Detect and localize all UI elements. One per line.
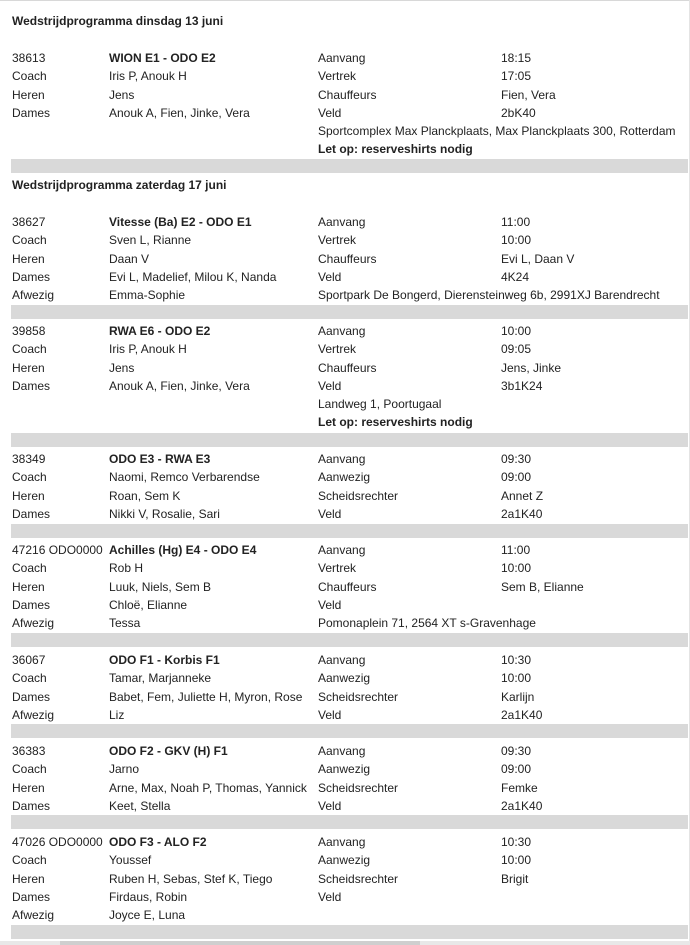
separator <box>11 524 688 538</box>
role-names: Babet, Fem, Juliette H, Myron, Rose <box>109 689 303 704</box>
role-label: Coach <box>12 762 47 777</box>
info-label: Veld <box>318 269 342 284</box>
role-label: Heren <box>12 780 45 795</box>
match-row <box>0 322 690 340</box>
role-names: Daan V <box>109 251 150 266</box>
info-value: Jens, Jinke <box>501 360 562 375</box>
role-label: Coach <box>12 342 47 357</box>
separator <box>11 159 688 173</box>
info-value: 11:00 <box>501 543 531 557</box>
info-value: 2bK40 <box>501 105 536 120</box>
role-label: Dames <box>12 597 51 612</box>
info-label: Aanvang <box>318 324 366 338</box>
info-label: Chauffeurs <box>318 579 377 594</box>
match-38613 <box>0 49 690 159</box>
role-label: Dames <box>12 689 51 704</box>
separator <box>11 724 688 738</box>
info-value: 10:00 <box>501 671 532 686</box>
match-row <box>0 833 690 851</box>
match-row <box>0 104 690 122</box>
match-row <box>0 86 690 104</box>
match-row <box>0 359 690 377</box>
match-row <box>0 505 690 523</box>
match-row <box>0 760 690 778</box>
match-note: Let op: reserveshirts nodig <box>318 142 473 157</box>
match-title: ODO F3 - ALO F2 <box>109 835 207 849</box>
match-row <box>0 450 690 468</box>
info-label: Chauffeurs <box>318 251 377 266</box>
match-location: Pomonaplein 71, 2564 XT s-Gravenhage <box>318 616 536 631</box>
info-label: Veld <box>318 378 342 393</box>
match-row <box>0 578 690 596</box>
role-label: Dames <box>12 506 51 521</box>
role-names: Nikki V, Rosalie, Sari <box>109 506 220 521</box>
match-id: 38627 <box>12 215 46 229</box>
info-label: Scheidsrechter <box>318 488 399 503</box>
match-36067 <box>0 651 690 724</box>
role-label: Afwezig <box>12 616 55 631</box>
role-names: Anouk A, Fien, Jinke, Vera <box>109 105 250 120</box>
info-label: Veld <box>318 889 342 904</box>
info-value: Sem B, Elianne <box>501 579 584 594</box>
info-value: 2a1K40 <box>501 707 543 722</box>
role-label: Heren <box>12 87 45 102</box>
role-names: Iris P, Anouk H <box>109 342 187 357</box>
role-label: Dames <box>12 798 51 813</box>
role-names: Joyce E, Luna <box>109 908 186 923</box>
role-label: Heren <box>12 488 45 503</box>
role-label: Coach <box>12 671 47 686</box>
info-label: Aanvang <box>318 51 366 65</box>
role-label: Coach <box>12 69 47 84</box>
separator <box>11 815 688 829</box>
role-names: Keet, Stella <box>109 798 171 813</box>
match-location: Sportcomplex Max Planckplaats, Max Planckplaats 300, Rotterdam <box>318 124 676 139</box>
info-value: 11:00 <box>501 215 531 229</box>
match-row <box>0 377 690 395</box>
info-label: Veld <box>318 707 342 722</box>
info-label: Aanvang <box>318 215 366 229</box>
match-id: 36067 <box>12 653 46 667</box>
info-value: Femke <box>501 780 538 795</box>
info-value: 10:00 <box>501 324 532 338</box>
info-value: 3b1K24 <box>501 378 543 393</box>
role-label: Dames <box>12 269 51 284</box>
info-label: Aanvang <box>318 543 366 557</box>
info-value: Fien, Vera <box>501 87 556 102</box>
info-label: Chauffeurs <box>318 360 377 375</box>
match-row <box>0 541 690 559</box>
separator <box>11 305 688 319</box>
role-names: Chloë, Elianne <box>109 597 188 612</box>
separator <box>11 633 688 647</box>
info-value: 2a1K40 <box>501 506 543 521</box>
info-value: 17:05 <box>501 69 532 84</box>
match-row <box>0 888 690 906</box>
match-row <box>0 797 690 815</box>
role-label: Afwezig <box>12 908 55 923</box>
role-names: Liz <box>109 707 125 722</box>
info-value: 10:30 <box>501 835 532 849</box>
info-label: Scheidsrechter <box>318 689 399 704</box>
match-row <box>0 614 690 632</box>
match-title: RWA E6 - ODO E2 <box>109 324 211 338</box>
match-id: 36383 <box>12 744 46 758</box>
info-value: 10:00 <box>501 561 532 576</box>
info-label: Vertrek <box>318 233 357 248</box>
match-id: 38349 <box>12 452 46 466</box>
match-row <box>0 596 690 614</box>
role-label: Dames <box>12 105 51 120</box>
match-36383 <box>0 742 690 815</box>
info-label: Veld <box>318 597 342 612</box>
role-names: Roan, Sem K <box>109 488 181 503</box>
info-label: Aanvang <box>318 653 366 667</box>
match-title: ODO F2 - GKV (H) F1 <box>109 744 228 758</box>
match-location: Landweg 1, Poortugaal <box>318 397 442 412</box>
match-row <box>0 742 690 760</box>
info-label: Veld <box>318 798 342 813</box>
match-row <box>0 122 690 140</box>
match-row <box>0 49 690 67</box>
info-value: 09:30 <box>501 744 532 758</box>
info-value: Karlijn <box>501 689 535 704</box>
info-label: Vertrek <box>318 561 357 576</box>
match-row <box>0 67 690 85</box>
top-border <box>0 0 690 1</box>
role-names: Jens <box>109 87 135 102</box>
match-row <box>0 395 690 413</box>
info-value: 18:15 <box>501 51 532 65</box>
role-label: Afwezig <box>12 288 55 303</box>
role-label: Heren <box>12 360 45 375</box>
role-names: Arne, Max, Noah P, Thomas, Yannick <box>109 780 307 795</box>
scrollbar-thumb[interactable] <box>60 941 420 945</box>
match-location: Sportpark De Bongerd, Dierensteinweg 6b, 2991XJ Barendrecht <box>318 288 660 303</box>
match-row <box>0 706 690 724</box>
role-names: Ruben H, Sebas, Stef K, Tiego <box>109 871 273 886</box>
role-names: Rob H <box>109 561 144 576</box>
role-label: Heren <box>12 251 45 266</box>
separator <box>11 925 688 939</box>
day-title-2: Wedstrijdprogramma zaterdag 17 juni <box>12 178 227 192</box>
info-value: 2a1K40 <box>501 798 543 813</box>
info-value: 09:30 <box>501 452 532 466</box>
match-row <box>0 559 690 577</box>
info-label: Aanvang <box>318 835 366 849</box>
match-title: Achilles (Hg) E4 - ODO E4 <box>109 543 257 557</box>
match-row <box>0 906 690 924</box>
role-names: Jens <box>109 360 135 375</box>
match-id: 38613 <box>12 51 46 65</box>
info-value: Evi L, Daan V <box>501 251 575 266</box>
role-label: Heren <box>12 579 45 594</box>
info-label: Veld <box>318 506 342 521</box>
info-label: Vertrek <box>318 69 357 84</box>
role-label: Dames <box>12 889 51 904</box>
day-title-1: Wedstrijdprogramma dinsdag 13 juni <box>12 14 224 28</box>
role-label: Coach <box>12 233 47 248</box>
match-id: 39858 <box>12 324 46 338</box>
info-label: Aanwezig <box>318 853 371 868</box>
info-value: 4K24 <box>501 269 530 284</box>
info-value: 09:05 <box>501 342 532 357</box>
info-label: Aanvang <box>318 452 366 466</box>
match-row <box>0 487 690 505</box>
match-row <box>0 213 690 231</box>
role-label: Dames <box>12 378 51 393</box>
match-38349 <box>0 450 690 523</box>
role-names: Tamar, Marjanneke <box>109 671 212 686</box>
match-row <box>0 231 690 249</box>
role-names: Evi L, Madelief, Milou K, Nanda <box>109 269 277 284</box>
match-row <box>0 468 690 486</box>
role-names: Sven L, Rianne <box>109 233 192 248</box>
match-row <box>0 286 690 304</box>
match-title: WION E1 - ODO E2 <box>109 51 216 65</box>
match-row <box>0 851 690 869</box>
role-names: Jarno <box>109 762 140 777</box>
role-names: Luuk, Niels, Sem B <box>109 579 212 594</box>
separator <box>11 433 688 447</box>
match-47026 <box>0 833 690 924</box>
match-39858 <box>0 322 690 432</box>
role-label: Coach <box>12 561 47 576</box>
match-38627 <box>0 213 690 304</box>
info-value: 10:00 <box>501 233 532 248</box>
role-label: Afwezig <box>12 707 55 722</box>
role-label: Heren <box>12 871 45 886</box>
role-label: Coach <box>12 470 47 485</box>
info-value: Annet Z <box>501 488 544 503</box>
match-note: Let op: reserveshirts nodig <box>318 415 473 430</box>
match-47216 <box>0 541 690 632</box>
match-row <box>0 340 690 358</box>
match-row <box>0 413 690 431</box>
info-value: 09:00 <box>501 470 532 485</box>
match-row <box>0 870 690 888</box>
match-id: 47026 ODO0000 <box>12 835 103 849</box>
role-names: Iris P, Anouk H <box>109 69 187 84</box>
info-value: Brigit <box>501 871 529 886</box>
role-names: Naomi, Remco Verbarendse <box>109 470 260 485</box>
role-label: Coach <box>12 853 47 868</box>
info-label: Chauffeurs <box>318 87 377 102</box>
horizontal-scrollbar[interactable] <box>0 941 690 945</box>
info-label: Vertrek <box>318 342 357 357</box>
info-value: 10:00 <box>501 853 532 868</box>
info-label: Aanvang <box>318 744 366 758</box>
info-label: Scheidsrechter <box>318 780 399 795</box>
role-names: Emma-Sophie <box>109 288 186 303</box>
match-row <box>0 651 690 669</box>
info-label: Aanwezig <box>318 470 371 485</box>
info-label: Aanwezig <box>318 762 371 777</box>
match-row <box>0 250 690 268</box>
match-title: ODO F1 - Korbis F1 <box>109 653 220 667</box>
match-title: ODO E3 - RWA E3 <box>109 452 211 466</box>
info-label: Scheidsrechter <box>318 871 399 886</box>
role-names: Firdaus, Robin <box>109 889 188 904</box>
info-label: Veld <box>318 105 342 120</box>
role-names: Youssef <box>109 853 152 868</box>
role-names: Anouk A, Fien, Jinke, Vera <box>109 378 250 393</box>
info-value: 09:00 <box>501 762 532 777</box>
match-row <box>0 140 690 158</box>
role-names: Tessa <box>109 616 141 631</box>
match-title: Vitesse (Ba) E2 - ODO E1 <box>109 215 252 229</box>
match-row <box>0 688 690 706</box>
match-id: 47216 ODO0000 <box>12 543 103 557</box>
match-row <box>0 268 690 286</box>
match-row <box>0 669 690 687</box>
info-label: Aanwezig <box>318 671 371 686</box>
match-row <box>0 779 690 797</box>
info-value: 10:30 <box>501 653 532 667</box>
